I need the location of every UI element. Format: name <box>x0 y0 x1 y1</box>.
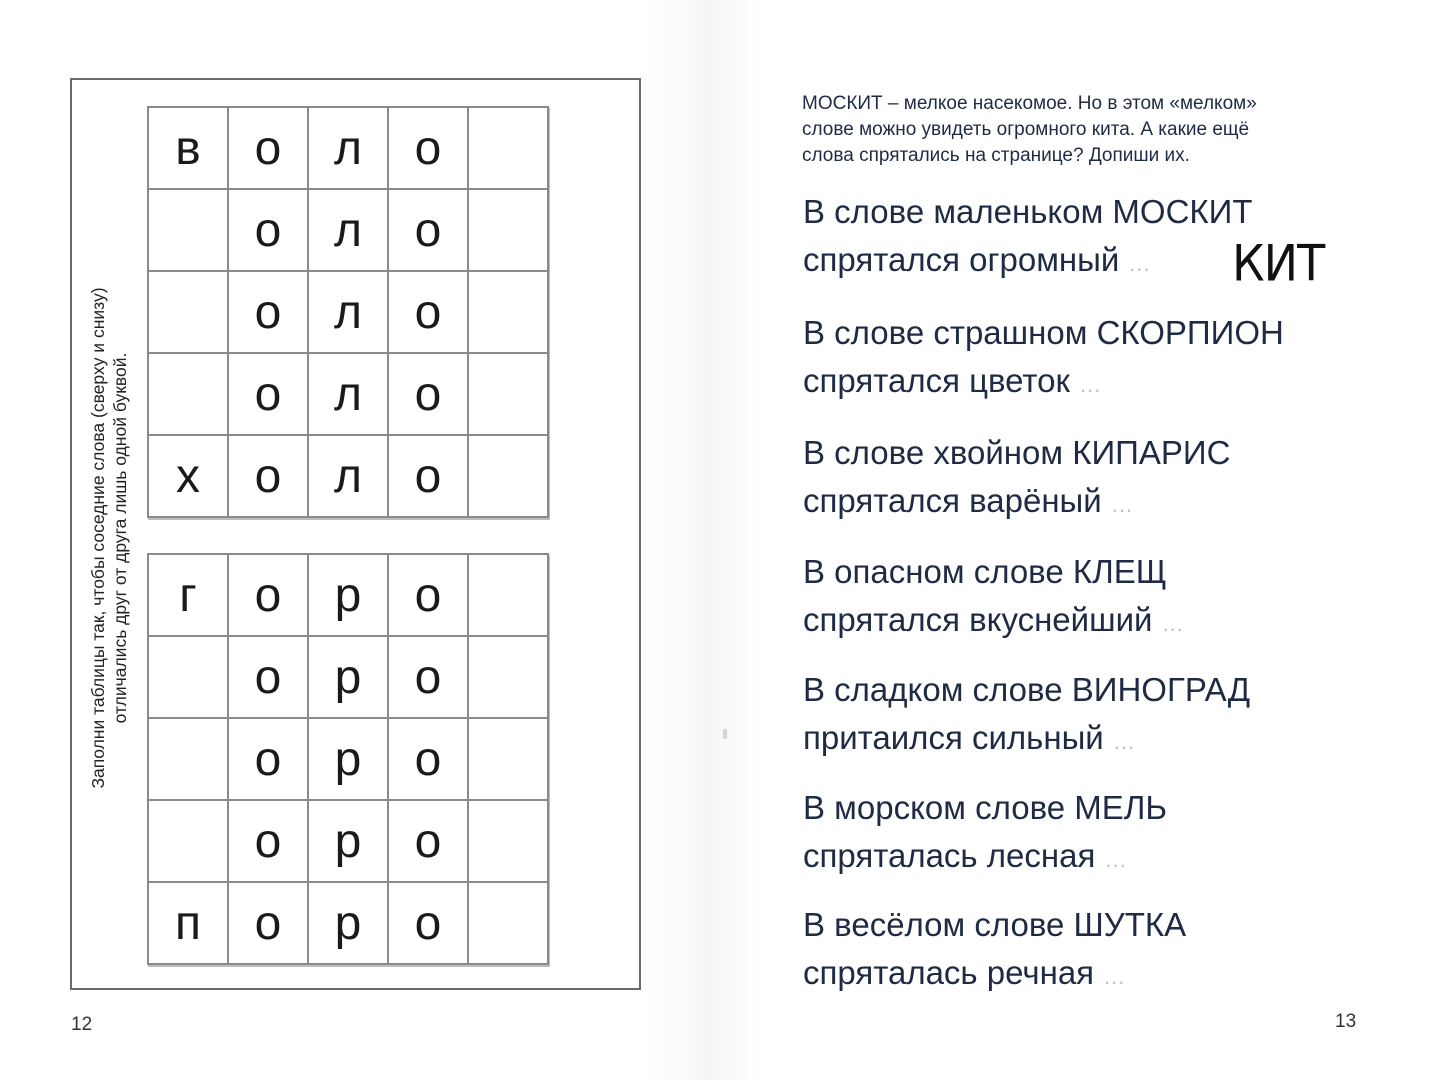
riddle-line2 <box>803 596 1403 648</box>
book-spine-shadow <box>640 0 760 1080</box>
answer-blank[interactable]: ... <box>1162 611 1184 636</box>
print-speck <box>723 729 727 739</box>
riddle-line2-text: спрятался цветок <box>803 362 1070 399</box>
grid-cell: о <box>388 271 468 353</box>
riddle <box>803 548 1403 648</box>
grid-cell: р <box>308 554 388 636</box>
grid-cell: о <box>388 353 468 435</box>
instruction-line: отличались друг от друга лишь одной буквой. <box>110 352 130 724</box>
grid-row <box>148 718 548 800</box>
riddle-line2-text: спряталась лесная <box>803 837 1096 874</box>
grid-cell: о <box>228 554 308 636</box>
grid-cell-blank[interactable] <box>148 718 228 800</box>
grid-cell <box>468 189 548 271</box>
grid-cell: о <box>228 435 308 517</box>
answer-blank[interactable]: ... <box>1104 964 1126 989</box>
riddle-line2-text: притаился сильный <box>803 719 1104 756</box>
grid-cell: о <box>388 718 468 800</box>
riddle-line2 <box>803 477 1403 529</box>
answer-blank[interactable]: ... <box>1105 847 1127 872</box>
grid-cell: р <box>308 718 388 800</box>
riddle-line1: В морском слове МЕЛЬ <box>803 789 1168 826</box>
riddle <box>803 429 1403 529</box>
grid-cell <box>468 435 548 517</box>
riddle <box>803 901 1403 1001</box>
riddle-line2 <box>803 357 1403 409</box>
page-number-left: 12 <box>71 1014 93 1035</box>
grid-row <box>148 800 548 882</box>
grid-cell: о <box>228 800 308 882</box>
grid-row <box>148 554 548 636</box>
intro-line: слова спрятались на странице? Допиши их. <box>802 145 1190 166</box>
grid-row <box>148 189 548 271</box>
grid-cell: о <box>388 107 468 189</box>
grid-cell-blank[interactable] <box>148 800 228 882</box>
grid-cell: о <box>388 800 468 882</box>
answer-blank[interactable]: ... <box>1113 729 1136 754</box>
riddle-line2-text: спряталась речная <box>803 954 1095 991</box>
riddle-line1: В слове маленьком МОСКИТ <box>803 193 1253 230</box>
instruction-line: Заполни таблицы так, чтобы соседние слова (сверху и снизу) <box>88 287 108 789</box>
grid-cell: р <box>308 800 388 882</box>
grid-cell-blank[interactable] <box>148 353 228 435</box>
intro-line: МОСКИТ – мелкое насекомое. Но в этом «мелком» <box>802 93 1257 114</box>
grid-cell <box>468 107 548 189</box>
grid-cell: х <box>148 435 228 517</box>
grid-cell: р <box>308 636 388 718</box>
riddle <box>803 666 1403 766</box>
grid-row <box>148 435 548 517</box>
grid-cell <box>468 271 548 353</box>
grid-cell: о <box>388 435 468 517</box>
grid-cell: о <box>228 882 308 964</box>
riddle <box>803 784 1403 884</box>
riddle-line2 <box>803 832 1403 884</box>
riddle-line1: В слове хвойном КИПАРИС <box>803 434 1231 471</box>
grid-cell <box>468 554 548 636</box>
grid-row <box>148 882 548 964</box>
answer-blank[interactable]: ... <box>1079 372 1102 397</box>
answer-blank[interactable]: ... <box>1129 251 1151 276</box>
grid-cell-blank[interactable] <box>148 271 228 353</box>
grid-cell: о <box>388 189 468 271</box>
grid-cell-blank[interactable] <box>148 636 228 718</box>
grid-cell <box>468 636 548 718</box>
riddle-line2-text: спрятался огромный <box>803 241 1120 278</box>
answer-blank[interactable]: ... <box>1111 492 1134 517</box>
grid-row <box>148 107 548 189</box>
grid-cell-blank[interactable] <box>148 189 228 271</box>
handwritten-answer: КИТ <box>1232 233 1325 293</box>
grid-cell <box>468 882 548 964</box>
grid-row <box>148 271 548 353</box>
grid-cell: о <box>228 353 308 435</box>
word-ladder-grid-bottom <box>147 553 549 965</box>
riddle-line2 <box>803 949 1403 1001</box>
grid-cell: л <box>308 353 388 435</box>
instruction-text <box>87 188 131 888</box>
grid-cell: п <box>148 882 228 964</box>
page-number-right: 13 <box>1335 1011 1357 1032</box>
grid-row <box>148 353 548 435</box>
riddle-line1: В слове страшном СКОРПИОН <box>803 314 1284 351</box>
grid-cell: о <box>228 636 308 718</box>
riddle <box>803 309 1403 409</box>
riddle-line2 <box>803 714 1403 766</box>
grid-cell: о <box>228 107 308 189</box>
word-ladder-grid-top <box>147 106 549 518</box>
grid-row <box>148 636 548 718</box>
grid-cell <box>468 800 548 882</box>
riddle-line1: В опасном слове КЛЕЩ <box>803 553 1167 590</box>
riddle-line1: В весёлом слове ШУТКА <box>803 906 1187 943</box>
grid-cell: о <box>388 882 468 964</box>
grid-cell: л <box>308 435 388 517</box>
grid-cell <box>468 718 548 800</box>
grid-cell: о <box>388 636 468 718</box>
grid-cell: л <box>308 189 388 271</box>
grid-cell: р <box>308 882 388 964</box>
grid-cell: л <box>308 107 388 189</box>
intro-line: слове можно увидеть огромного кита. А какие ещё <box>802 119 1250 140</box>
grid-cell: о <box>228 189 308 271</box>
grid-cell <box>468 353 548 435</box>
riddle-line2-text: спрятался вкуснейший <box>803 601 1153 638</box>
grid-cell: о <box>388 554 468 636</box>
riddle-line2-text: спрятался варёный <box>803 482 1102 519</box>
grid-cell: в <box>148 107 228 189</box>
intro-paragraph <box>802 91 1382 169</box>
grid-cell: о <box>228 718 308 800</box>
grid-cell: о <box>228 271 308 353</box>
grid-cell: л <box>308 271 388 353</box>
grid-cell: г <box>148 554 228 636</box>
riddle-line1: В сладком слове ВИНОГРАД <box>803 671 1251 708</box>
